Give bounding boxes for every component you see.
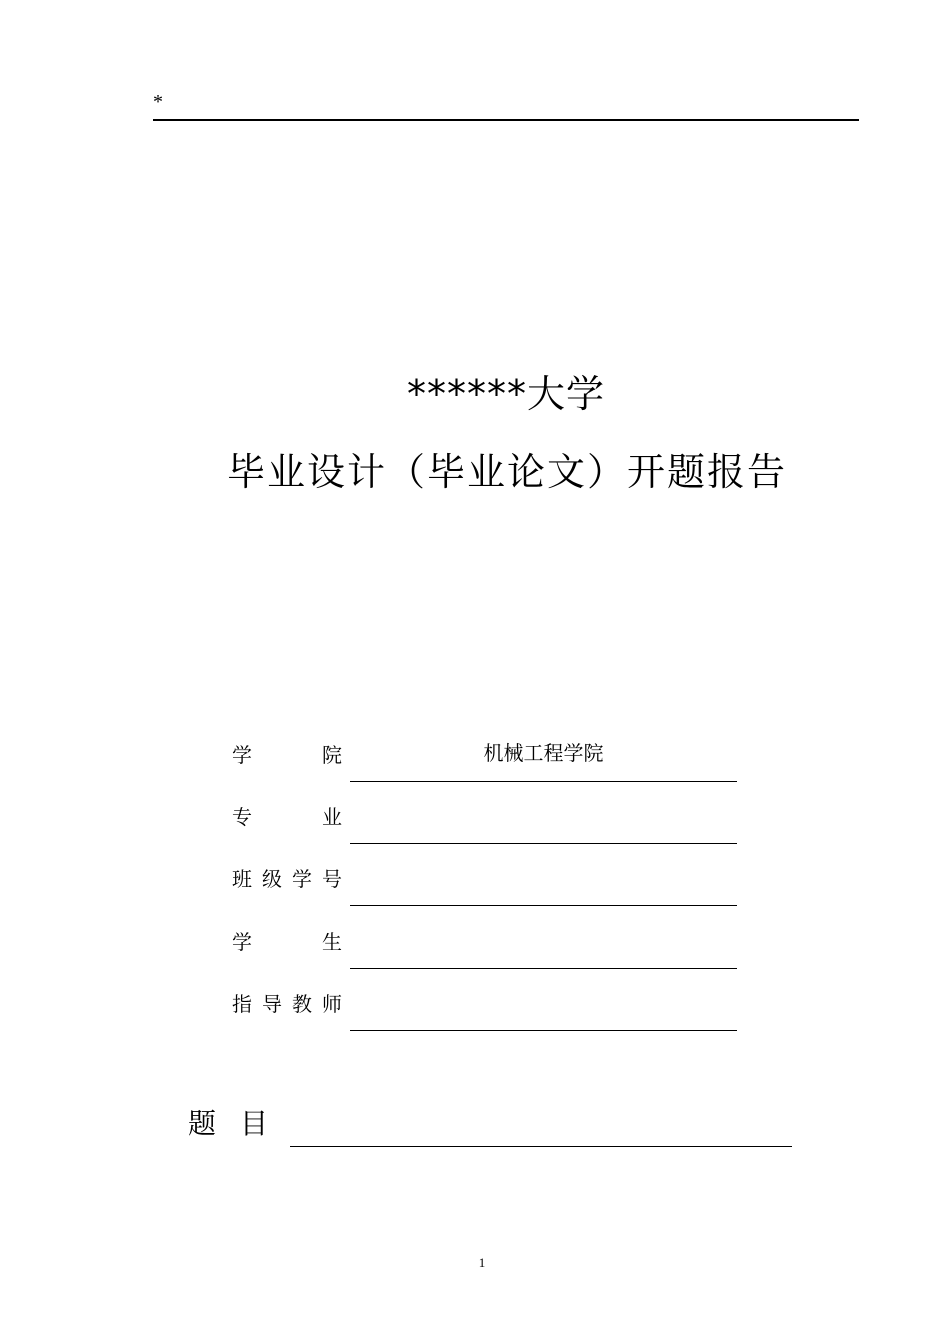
- advisor-underline: [350, 1030, 737, 1031]
- advisor-field[interactable]: [350, 984, 737, 1020]
- college-label: [232, 735, 342, 771]
- advisor-label-char: 师: [322, 991, 342, 1016]
- advisor-label-char: 教: [292, 991, 312, 1016]
- college-label-char: 学: [232, 742, 252, 767]
- report-title: 毕业设计（毕业论文）开题报告: [226, 450, 787, 494]
- topic-row: [188, 1104, 793, 1148]
- class-id-label-char: 号: [322, 866, 342, 891]
- advisor-label-char: 导: [262, 991, 282, 1016]
- class-id-label-char: 学: [292, 866, 312, 891]
- advisor-label-char: 指: [232, 991, 252, 1016]
- university-title: ******大学: [406, 372, 605, 416]
- student-label-char: 学: [232, 929, 252, 954]
- topic-underline[interactable]: [290, 1146, 792, 1147]
- major-label: [232, 797, 342, 833]
- class-id-label-char: 级: [262, 866, 282, 891]
- student-label: [232, 922, 342, 958]
- college-row: [232, 735, 737, 775]
- student-field[interactable]: [350, 922, 737, 958]
- major-label-char: 业: [322, 804, 342, 829]
- class-id-underline: [350, 905, 737, 906]
- major-underline: [350, 843, 737, 844]
- major-row: [232, 797, 737, 837]
- topic-label: 题目: [188, 1107, 293, 1140]
- class-id-label: [232, 859, 342, 895]
- class-id-field[interactable]: [350, 859, 737, 895]
- class-id-label-char: 班: [232, 866, 252, 891]
- student-row: [232, 922, 737, 962]
- student-label-char: 生: [322, 929, 342, 954]
- college-underline: [350, 781, 737, 782]
- major-field[interactable]: [350, 797, 737, 833]
- header-mark: *: [153, 91, 163, 113]
- college-label-char: 院: [322, 742, 342, 767]
- advisor-label: [232, 984, 342, 1020]
- header-rule: [153, 119, 859, 121]
- student-underline: [350, 968, 737, 969]
- college-field[interactable]: 机械工程学院: [483, 741, 604, 765]
- major-label-char: 专: [232, 804, 252, 829]
- advisor-row: [232, 984, 737, 1024]
- page-number: 1: [478, 1255, 486, 1270]
- class-id-row: [232, 859, 737, 899]
